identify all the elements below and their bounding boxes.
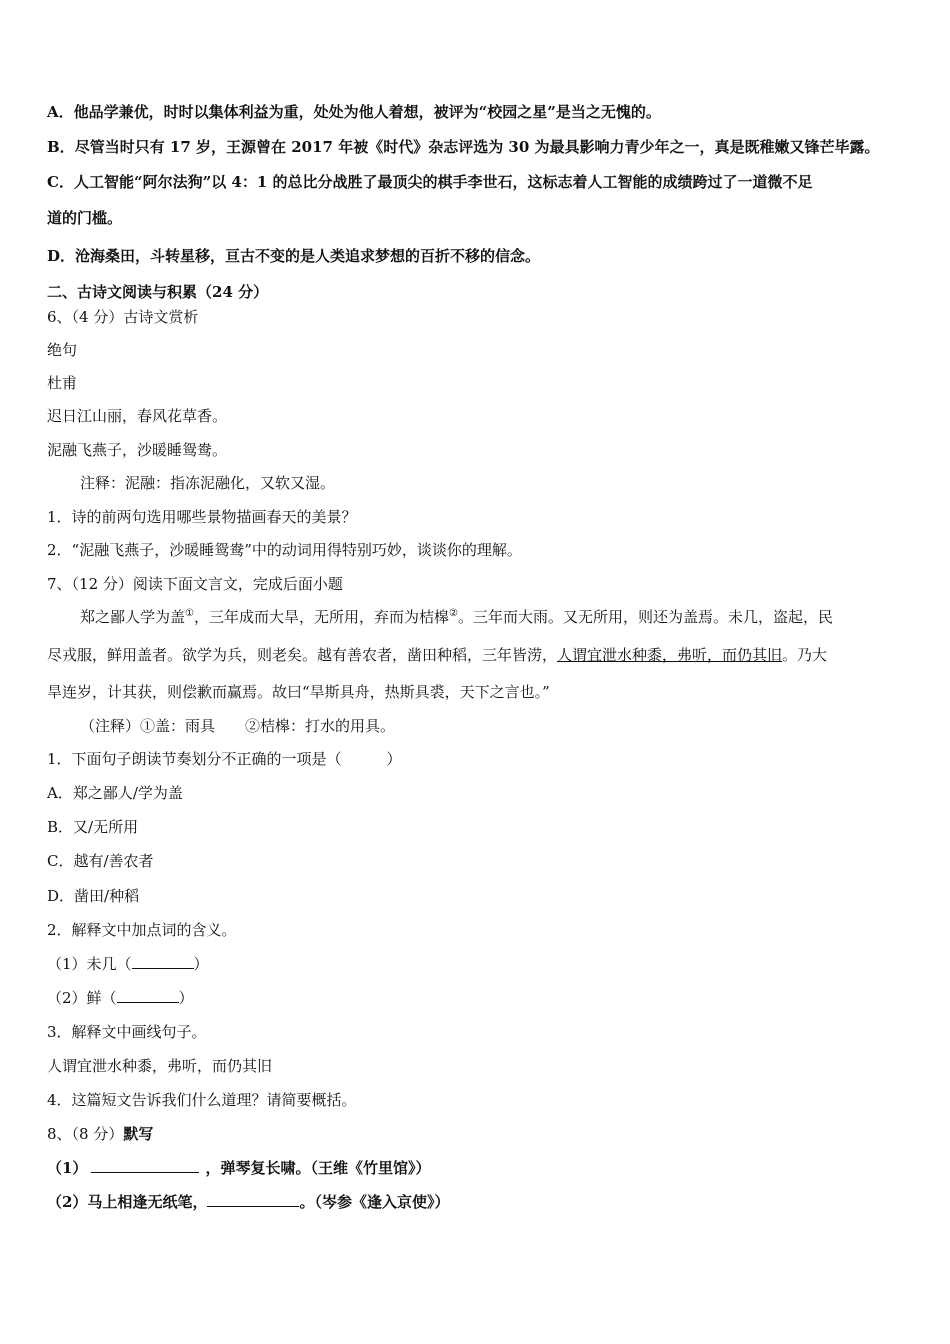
dictation-line-2 — [47, 1192, 449, 1212]
answer-blank[interactable] — [207, 1192, 299, 1207]
q6-sub-1: 1．诗的前两句选用哪些景物描画春天的美景？ — [47, 508, 357, 526]
section-title: 二、古诗文阅读与积累（24 分） — [47, 283, 269, 301]
poem-title: 绝句 — [47, 341, 78, 359]
q7-heading: 7、（12 分）阅读下面文言文，完成后面小题 — [47, 575, 343, 593]
dictation-line-1 — [47, 1158, 430, 1178]
passage-notes: （注释）①盖：雨具 ②桔槔：打水的用具。 — [80, 717, 396, 735]
q7-option-c: C．越有/善农者 — [47, 852, 154, 870]
poem-line-2: 泥融飞燕子，沙暖睡鸳鸯。 — [47, 441, 228, 459]
poem-note: 注释：泥融：指冻泥融化，又软又湿。 — [80, 474, 336, 492]
underlined-sentence: 人谓宜泄水种黍，弗听，而仍其旧 — [557, 646, 783, 664]
passage-line-3: 旱连岁，计其获，则偿歉而赢焉。故曰“旱斯具舟，热斯具裘，天下之言也。” — [47, 683, 550, 701]
q7-option-a: A．郑之鄙人/学为盖 — [47, 784, 183, 802]
dictation-text: ，弹琴复长啸。（王维《竹里馆》） — [205, 1159, 431, 1177]
passage-line-1 — [80, 607, 833, 627]
q7-sub-1: 1．下面句子朗读节奏划分不正确的一项是（ ） — [47, 750, 402, 768]
passage-text: 。三年而大雨。又无所用，则还为盖焉。未几，盗起，民 — [457, 608, 833, 626]
passage-line-2 — [47, 645, 827, 665]
option-label: C． — [47, 173, 74, 191]
option-label: B． — [47, 138, 75, 156]
q7-option-d: D．凿田/种稻 — [47, 887, 140, 905]
option-text: 他品学兼优，时时以集体利益为重，处处为他人着想，被评为“校园之星”是当之无愧的。 — [73, 103, 661, 121]
dictation-text: 。（岑参《逢入京使》） — [299, 1193, 450, 1211]
answer-blank[interactable] — [132, 954, 194, 969]
option-text: 尽管当时只有 17 岁，王源曾在 2017 年被《时代》杂志评选为 30 为最具影响力青少年之一，真是既稚嫩又锋芒毕露。 — [74, 138, 880, 156]
option-b — [47, 137, 880, 157]
word-item-1 — [47, 954, 209, 974]
word-item-2 — [47, 988, 194, 1008]
option-c-continued: 道的门槛。 — [47, 209, 123, 227]
footnote-mark: ② — [449, 608, 458, 619]
answer-blank[interactable] — [117, 988, 179, 1003]
passage-text: ，三年成而大旱，无所用，弃而为桔槔 — [193, 608, 449, 626]
poem-line-1: 迟日江山丽，春风花草香。 — [47, 407, 228, 425]
word-prompt: （1）未几（ — [47, 955, 132, 973]
option-text: 人工智能“阿尔法狗”以 4：1 的总比分战胜了最顶尖的棋手李世石，这标志着人工智能的成绩跨过了一道微不足 — [73, 173, 813, 191]
option-d — [47, 246, 540, 266]
passage-text: 。乃大 — [782, 646, 828, 664]
q6-sub-2: 2．“泥融飞燕子，沙暖睡鸳鸯”中的动词用得特别巧妙，谈谈你的理解。 — [47, 541, 522, 559]
word-prompt: （2）鲜（ — [47, 989, 117, 1007]
close-paren: ） — [178, 989, 194, 1007]
option-text: 沧海桑田，斗转星移，亘古不变的是人类追求梦想的百折不移的信念。 — [75, 247, 541, 265]
option-label: A． — [47, 103, 74, 121]
option-label: D． — [47, 247, 76, 265]
q6-heading: 6、（4 分）古诗文赏析 — [47, 308, 199, 326]
poet-name: 杜甫 — [47, 374, 78, 392]
footnote-mark: ① — [185, 608, 194, 619]
q8-heading-bold: 默写 — [123, 1125, 154, 1143]
close-paren: ） — [193, 955, 209, 973]
q7-sub-4: 4．这篇短文告诉我们什么道理？请简要概括。 — [47, 1091, 357, 1109]
q7-sub-3: 3．解释文中画线句子。 — [47, 1023, 207, 1041]
q7-sub-2: 2．解释文中加点词的含义。 — [47, 921, 237, 939]
option-a — [47, 102, 661, 122]
q7-option-b: B．又/无所用 — [47, 818, 139, 836]
quoted-sentence: 人谓宜泄水种黍，弗听，而仍其旧 — [47, 1057, 273, 1075]
passage-text: 郑之鄙人学为盖 — [80, 608, 186, 626]
option-c — [47, 172, 813, 192]
passage-text: 尽戎服，鲜用盖者。欲学为兵，则老矣。越有善农者，凿田种稻，三年皆涝， — [47, 646, 558, 664]
answer-blank[interactable] — [91, 1158, 199, 1173]
q8-heading — [47, 1124, 153, 1144]
dictation-text: （2）马上相逢无纸笔， — [47, 1193, 208, 1211]
q8-heading-text: 8、（8 分） — [47, 1125, 124, 1143]
dictation-prefix: （1） — [47, 1159, 88, 1177]
